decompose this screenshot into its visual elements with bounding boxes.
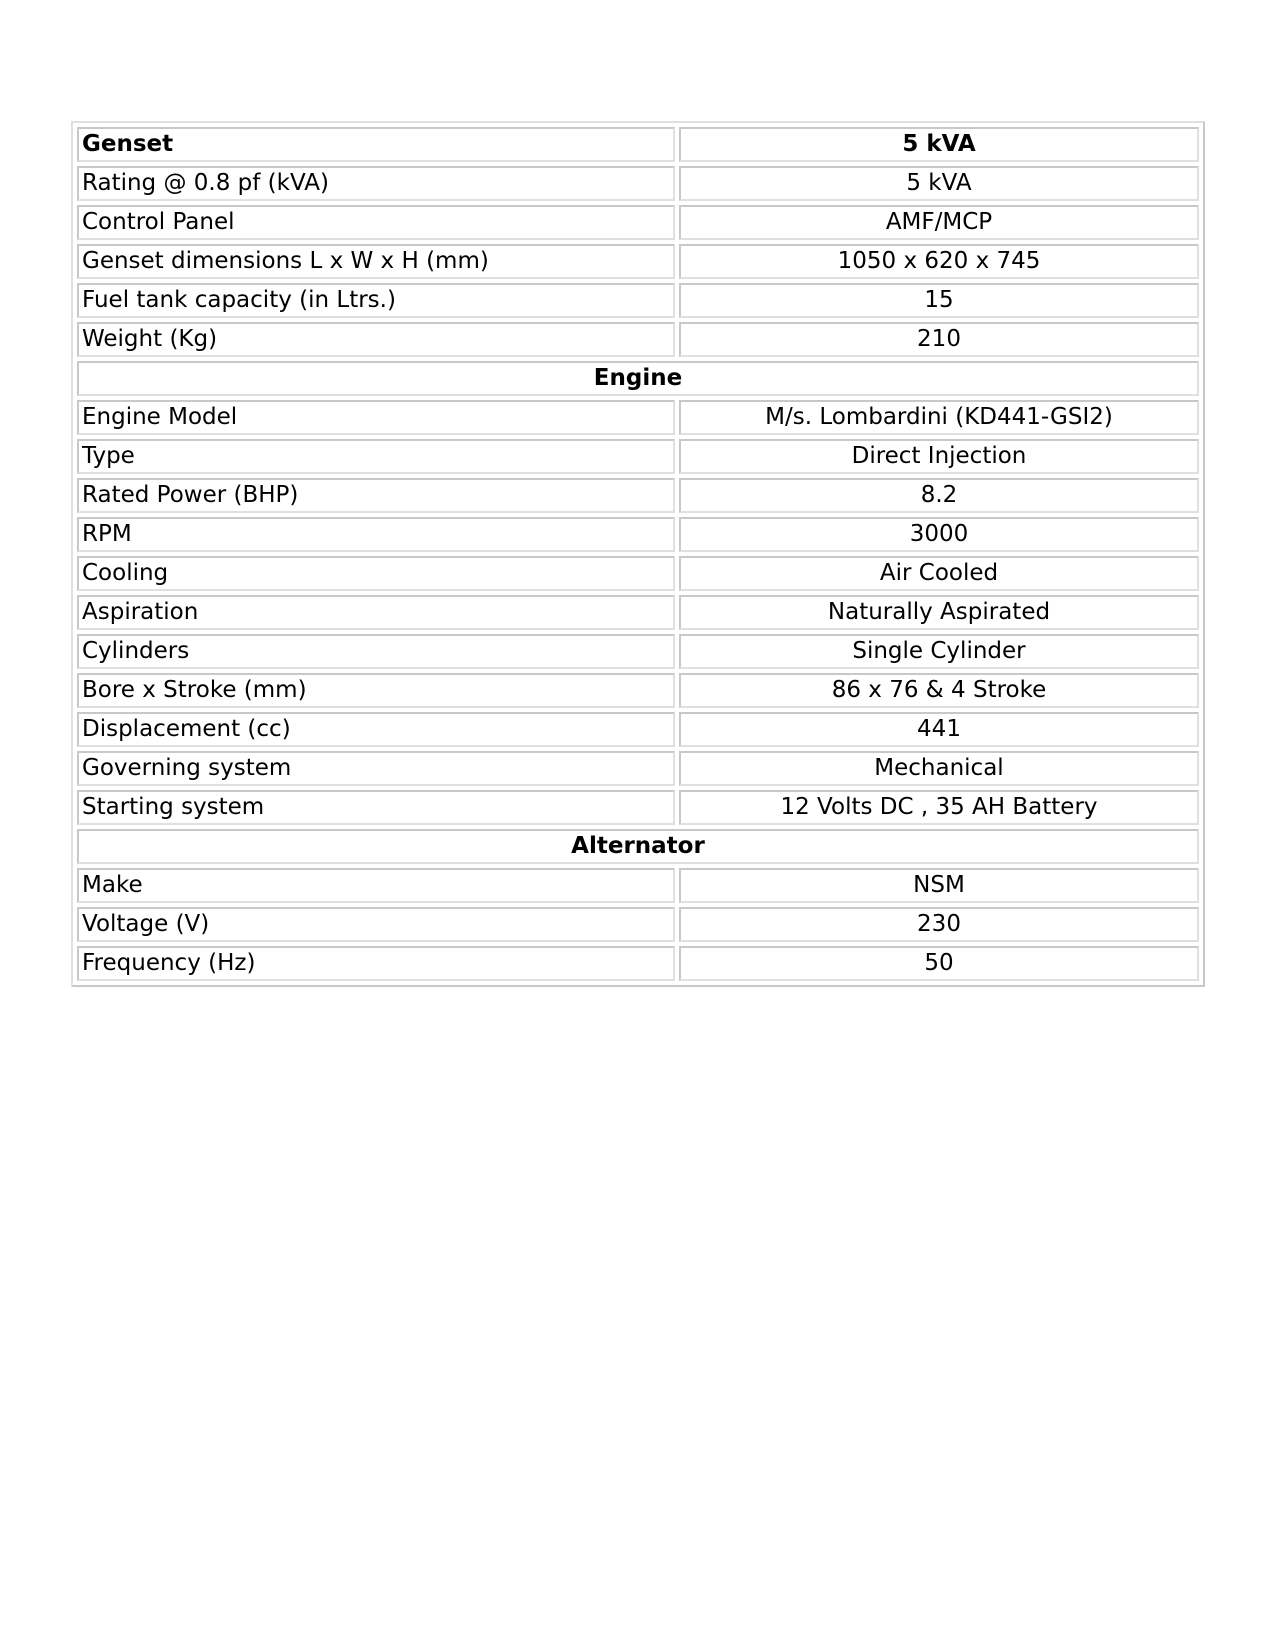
table-row [77, 283, 1199, 318]
row-value: 441 [679, 712, 1199, 747]
row-label: Type [77, 439, 675, 474]
table-row [77, 712, 1199, 747]
table-row [77, 517, 1199, 552]
header-value: 5 kVA [679, 127, 1199, 162]
row-label: Weight (Kg) [77, 322, 675, 357]
row-value: NSM [679, 868, 1199, 903]
row-value: 5 kVA [679, 166, 1199, 201]
row-label: Rating @ 0.8 pf (kVA) [77, 166, 675, 201]
row-value: 3000 [679, 517, 1199, 552]
row-value: 12 Volts DC , 35 AH Battery [679, 790, 1199, 825]
row-value: 50 [679, 946, 1199, 981]
row-label: Bore x Stroke (mm) [77, 673, 675, 708]
table-row [77, 946, 1199, 981]
row-value: 86 x 76 & 4 Stroke [679, 673, 1199, 708]
table-row [77, 595, 1199, 630]
row-value: 8.2 [679, 478, 1199, 513]
row-label: Engine Model [77, 400, 675, 435]
row-label: Cooling [77, 556, 675, 591]
header-label: Genset [77, 127, 675, 162]
table-row [77, 166, 1199, 201]
row-value: 15 [679, 283, 1199, 318]
table-row [77, 751, 1199, 786]
section-header-row [77, 361, 1199, 396]
row-value: 210 [679, 322, 1199, 357]
section-header-alternator: Alternator [77, 829, 1199, 864]
row-value: Naturally Aspirated [679, 595, 1199, 630]
section-header-row [77, 829, 1199, 864]
table-row [77, 634, 1199, 669]
row-label: Rated Power (BHP) [77, 478, 675, 513]
table-row [77, 478, 1199, 513]
row-label: Voltage (V) [77, 907, 675, 942]
table-row [77, 322, 1199, 357]
row-label: Cylinders [77, 634, 675, 669]
row-label: Starting system [77, 790, 675, 825]
table-row [77, 673, 1199, 708]
table-row [77, 790, 1199, 825]
row-value: AMF/MCP [679, 205, 1199, 240]
row-value: Mechanical [679, 751, 1199, 786]
row-label: Make [77, 868, 675, 903]
row-value: M/s. Lombardini (KD441-GSI2) [679, 400, 1199, 435]
row-label: RPM [77, 517, 675, 552]
row-value: 230 [679, 907, 1199, 942]
row-value: Direct Injection [679, 439, 1199, 474]
row-label: Governing system [77, 751, 675, 786]
table-row [77, 907, 1199, 942]
section-header-engine: Engine [77, 361, 1199, 396]
row-value: Air Cooled [679, 556, 1199, 591]
row-value: 1050 x 620 x 745 [679, 244, 1199, 279]
table-row [77, 400, 1199, 435]
row-label: Frequency (Hz) [77, 946, 675, 981]
genset-spec-table [71, 121, 1205, 987]
table-row [77, 205, 1199, 240]
row-label: Control Panel [77, 205, 675, 240]
row-value: Single Cylinder [679, 634, 1199, 669]
table-row [77, 868, 1199, 903]
row-label: Displacement (cc) [77, 712, 675, 747]
row-label: Aspiration [77, 595, 675, 630]
table-row [77, 556, 1199, 591]
table-row [77, 439, 1199, 474]
table-row [77, 244, 1199, 279]
row-label: Genset dimensions L x W x H (mm) [77, 244, 675, 279]
table-header-row [77, 127, 1199, 162]
row-label: Fuel tank capacity (in Ltrs.) [77, 283, 675, 318]
